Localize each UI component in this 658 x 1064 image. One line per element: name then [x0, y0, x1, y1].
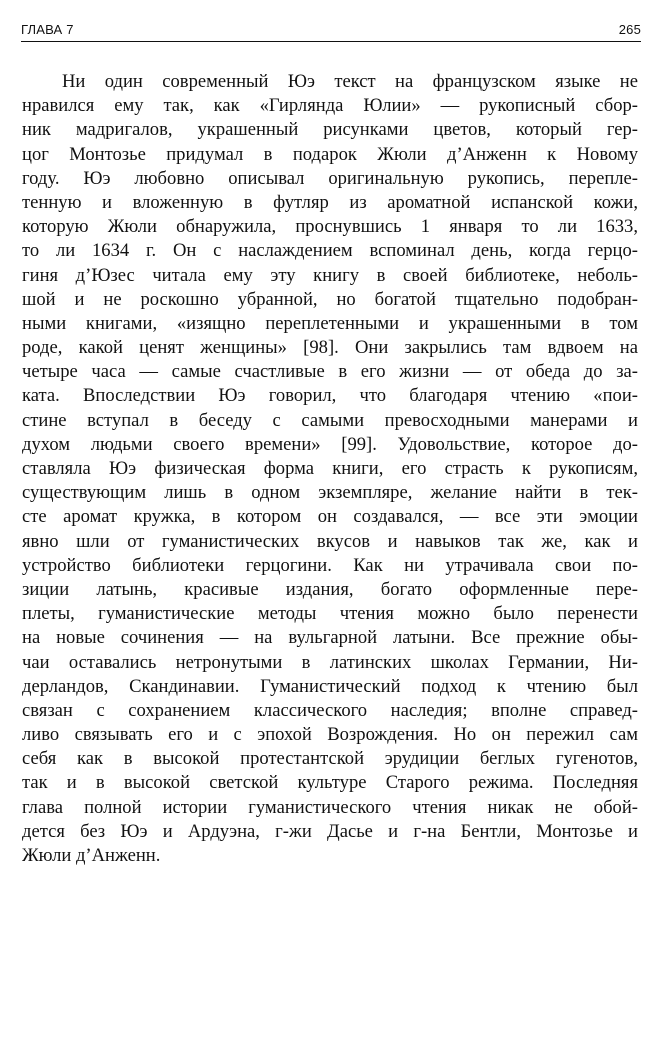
- text-line: цог Монтозье придумал в подарок Жюли д’Анженн к Новому: [22, 143, 638, 165]
- text-line: ката. Впоследствии Юэ говорил, что благодаря чтению «пои-: [22, 385, 638, 407]
- text-line: которую Жюли обнаружила, проснувшись 1 января то ли 1633,: [22, 216, 638, 238]
- body-paragraph: [22, 70, 638, 868]
- chapter-label: ГЛАВА 7: [21, 22, 74, 37]
- text-line: четыре часа — самые счастливые в его жизни — от обеда до за-: [22, 361, 638, 383]
- page-number: 265: [618, 22, 641, 37]
- text-line: духом людьми своего времени» [99]. Удовольствие, которое до-: [22, 433, 638, 455]
- text-line: зиции латынь, красивые издания, богато оформленные пере-: [22, 578, 638, 600]
- text-line: шой и не роскошно убранной, но богатой тщательно подобран-: [22, 288, 638, 310]
- running-head: [21, 22, 641, 40]
- text-line: нравился ему так, как «Гирлянда Юлии» — рукописный сбор-: [22, 95, 638, 117]
- text-line: связан с сохранением классического наследия; вполне справед-: [22, 699, 638, 721]
- text-line: ливо связывать его и с эпохой Возрождения. Но он пережил сам: [22, 724, 638, 746]
- text-line: на новые сочинения — на вульгарной латыни. Все прежние обы-: [22, 627, 638, 649]
- text-line: ными книгами, «изящно переплетенными и украшенными в том: [22, 312, 638, 334]
- text-line: стине вступал в беседу с самыми превосходными манерами и: [22, 409, 638, 431]
- text-line: то ли 1634 г. Он с наслаждением вспоминал день, когда герцо-: [22, 240, 638, 262]
- text-line: гиня д’Юзес читала ему эту книгу в своей библиотеке, неболь-: [22, 264, 638, 286]
- text-line: Жюли д’Анженн.: [22, 845, 161, 866]
- text-line: сте аромат кружка, в котором он создавался, — все эти эмоции: [22, 506, 638, 528]
- text-line: дется без Юэ и Ардуэна, г-жи Дасье и г-на Бентли, Монтозье и: [22, 820, 638, 842]
- text-line: чаи оставались нетронутыми в латинских школах Германии, Ни-: [22, 651, 638, 673]
- text-line: году. Юэ любовно описывал оригинальную рукопись, перепле-: [22, 167, 638, 189]
- text-line: себя как в высокой протестантской эрудиции беглых гугенотов,: [22, 748, 638, 770]
- text-line: устройство библиотеки герцогини. Как ни утрачивала свои по-: [22, 554, 638, 576]
- text-line: тенную и вложенную в футляр из ароматной испанской кожи,: [22, 191, 638, 213]
- header-rule: [21, 41, 641, 42]
- text-line: явно шли от гуманистических вкусов и навыков так же, как и: [22, 530, 638, 552]
- text-line: Ни один современный Юэ текст на французском языке не: [62, 71, 638, 92]
- text-line: плеты, гуманистические методы чтения можно было перенести: [22, 603, 638, 625]
- text-line: глава полной истории гуманистического чтения никак не обой-: [22, 796, 638, 818]
- text-line: дерландов, Скандинавии. Гуманистический подход к чтению был: [22, 675, 638, 697]
- text-line: ник мадригалов, украшенный рисунками цветов, который гер-: [22, 119, 638, 141]
- text-line: роде, какой ценят женщины» [98]. Они закрылись там вдвоем на: [22, 337, 638, 359]
- text-line: существующим лишь в одном экземпляре, желание найти в тек-: [22, 482, 638, 504]
- text-line: ставляла Юэ физическая форма книги, его страсть к рукописям,: [22, 458, 638, 479]
- text-line: так и в высокой светской культуре Старого режима. Последняя: [22, 772, 638, 794]
